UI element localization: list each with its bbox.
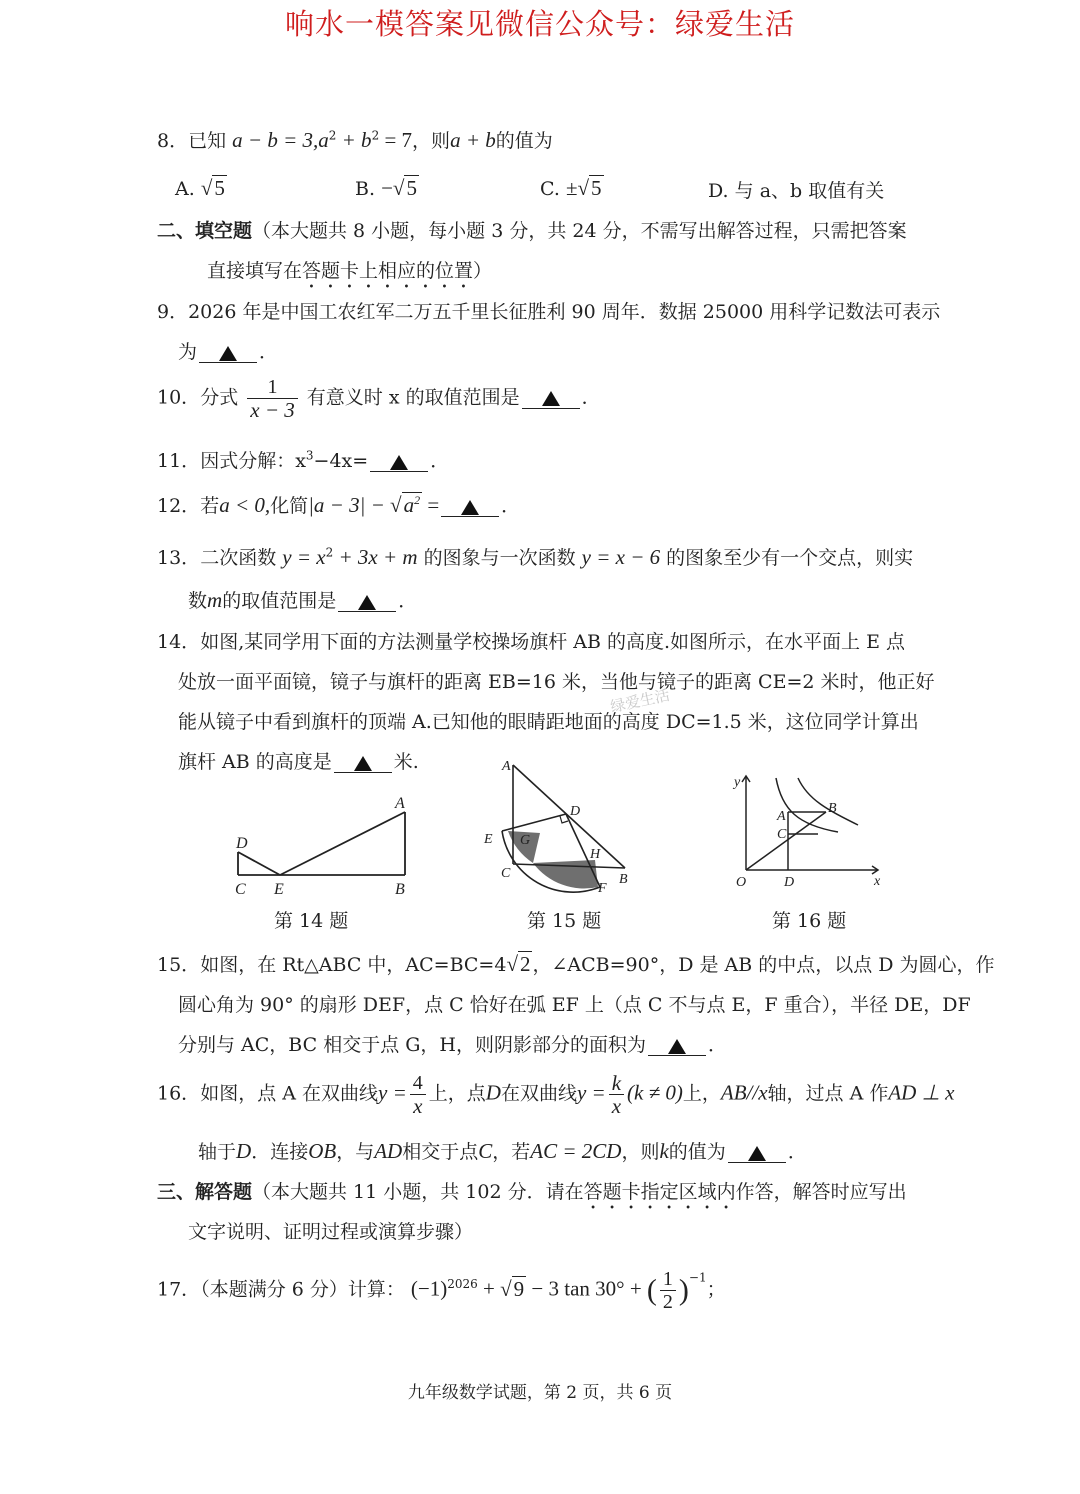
label-b: B [395, 881, 405, 898]
question-15-line3: 分别与 AC，BC 相交于点 G，H，则阴影部分的面积为 ． [178, 1034, 727, 1056]
figure-14 [225, 790, 425, 905]
fraction: $\frac{1}{x - 3}$ [247, 376, 298, 421]
caption-14: 第 14 题 [274, 910, 349, 932]
label-c: C [501, 866, 511, 881]
answer-blank[interactable] [728, 1142, 786, 1163]
option-a: A. √5 [175, 176, 225, 200]
page-footer: 九年级数学试题，第 2 页，共 6 页 [407, 1383, 673, 1403]
question-11: 11．因式分解：$x^3-4x=$ ． [157, 448, 450, 472]
label-y: y [734, 775, 741, 790]
section-3-desc: 文字说明、证明过程或演算步骤） [188, 1221, 474, 1243]
answer-blank[interactable] [199, 342, 257, 363]
section-2-heading: 二、填空题（本大题共 8 小题，每小题 3 分，共 24 分，不需写出解答过程，只需把答案 [157, 220, 907, 242]
label-o: O [736, 875, 747, 890]
triangle-icon [390, 455, 408, 470]
triangle-icon [542, 391, 560, 406]
label-c: C [235, 881, 246, 898]
section-2-desc: 直接填写在答题卡上相应的位置） [207, 260, 493, 282]
question-8: 8．已知 $a - b = 3,a^2 + b^2 = 7$，则a + b的值为 [157, 128, 553, 152]
answer-blank[interactable] [338, 591, 396, 612]
question-16-cont: 轴于D．连接OB，与AD相交于点C，若AC = 2CD，则k的值为 ． [198, 1139, 807, 1163]
label-x: x [874, 874, 881, 889]
answer-blank[interactable] [334, 752, 392, 773]
caption-16: 第 16 题 [772, 910, 847, 932]
fraction: $\frac{4}{x}$ [410, 1072, 426, 1117]
triangle-icon [358, 595, 376, 610]
question-10: 10．分式 $\frac{1}{x - 3}$ 有意义时 x 的取值范围是 ． [157, 376, 601, 422]
triangle-icon [354, 756, 372, 771]
answer-blank[interactable] [648, 1035, 706, 1056]
answer-blank[interactable] [441, 496, 499, 517]
header-banner: 响水一模答案见微信公众号：绿爱生活 [284, 7, 795, 41]
question-15-line2: 圆心角为 90° 的扇形 DEF，点 C 恰好在弧 EF 上（点 C 不与点 E，F 重合），半径 DE，DF [178, 994, 971, 1016]
watermark: 绿爱生活 [608, 685, 672, 717]
fraction: $\frac{k}{x}$ [609, 1072, 624, 1117]
label-c: C [777, 827, 787, 842]
section-3-heading: 三、解答题（本大题共 11 小题，共 102 分．请在答题卡指定区域内作答，解答时应写出 [157, 1181, 907, 1203]
triangle-icon [668, 1039, 686, 1054]
label-e: E [274, 881, 284, 898]
label-d: D [236, 835, 248, 852]
option-b: B. −√5 [355, 176, 417, 200]
label-a: A [777, 809, 786, 824]
caption-15: 第 15 题 [527, 910, 602, 932]
question-14: 14．如图,某同学用下面的方法测量学校操场旗杆 AB 的高度.如图所示，在水平面上 E 点 [157, 631, 905, 653]
answer-blank[interactable] [370, 451, 428, 472]
question-9: 9．2026 年是中国工农红军二万五千里长征胜利 90 周年．数据 25000 用科学记数法可表示 [157, 301, 941, 323]
question-12: 12．若a < 0,化简$|a - 3| - √a^2$ = ． [157, 493, 521, 517]
question-15: 15．如图，在 Rt△ABC 中，AC=BC=4√2 ，∠ACB=90°，D 是 AB 的中点，以点 D 为圆心，作 [157, 952, 995, 976]
label-d: D [570, 804, 581, 819]
label-e: E [484, 832, 493, 847]
label-h: H [590, 847, 601, 862]
triangle-icon [219, 346, 237, 361]
label-a: A [395, 795, 405, 812]
label-b: B [619, 872, 628, 887]
question-14-line3: 能从镜子中看到旗杆的顶端 A.已知他的眼睛距地面的高度 DC=1.5 米，这位同学计算出 [178, 711, 919, 733]
question-17: 17．（本题满分 6 分）计算： $(-1)^{2026} + √9 - 3$ tan 30° + ( $\frac{1}{2}$ )$^{-1}$； [157, 1268, 726, 1313]
label-f: F [598, 881, 607, 896]
label-g: G [520, 833, 531, 848]
question-16: 16．如图，点 A 在双曲线y = $\frac{4}{x}$ 上，点D在双曲线y = $\frac{k}{x}$ (k ≠ 0)上，AB//x轴，过点 A 作AD ⊥ x [157, 1071, 955, 1118]
label-a: A [502, 759, 511, 774]
option-c: C. ±√5 [540, 176, 602, 200]
sqrt-symbol: $√a^2$ [390, 493, 421, 517]
sqrt-symbol: √5 [200, 176, 225, 200]
sqrt-symbol: √9 [500, 1276, 525, 1301]
question-14-line2: 处放一面平面镜，镜子与旗杆的距离 EB=16 米，当他与镜子的距离 CE=2 米时，他正好 [178, 671, 935, 693]
question-13-cont: 数m的取值范围是 ． [188, 588, 418, 612]
triangle-icon [748, 1146, 766, 1161]
fraction: $\frac{1}{2}$ [660, 1268, 676, 1313]
figure-16 [728, 770, 888, 895]
answer-blank[interactable] [522, 388, 580, 409]
figure-15 [480, 752, 640, 902]
question-9-cont: 为 ． [178, 341, 279, 363]
option-d: D. 与 a、b 取值有关 [708, 180, 885, 202]
sqrt-symbol: √2 [506, 952, 531, 976]
question-13: 13．二次函数 $y = x^2 + 3x + m$ 的图象与一次函数 y = x − 6 的图象至少有一个交点，则实 [157, 545, 914, 569]
question-number: 8． [157, 130, 189, 152]
triangle-icon [461, 500, 479, 515]
label-b: B [828, 801, 837, 816]
question-14-line4: 旗杆 AB 的高度是 米. [178, 751, 419, 773]
label-d: D [784, 875, 795, 890]
